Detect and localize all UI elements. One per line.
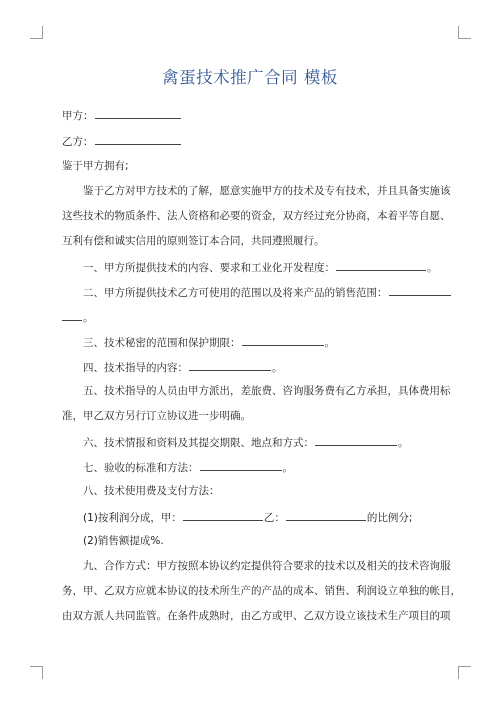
item2-line-cont: 。 <box>62 310 442 323</box>
corner-mark-top-right <box>458 26 471 39</box>
item8-1-blank-b[interactable] <box>286 510 366 521</box>
item2-blank-cont[interactable] <box>62 310 82 321</box>
whereas-line: 鉴于甲方拥有; <box>62 160 129 172</box>
party-b-blank[interactable] <box>95 134 181 145</box>
corner-mark-bottom-left <box>30 666 43 679</box>
item8-2-line: (2)销售额提成%. <box>83 535 164 547</box>
document-title: 禽蛋技术推广合同 模板 <box>162 68 338 87</box>
corner-mark-bottom-right <box>458 666 471 679</box>
para1-line1: 鉴于乙方对甲方技术的了解，愿意实施甲方的技术及专有技术，并且具备实施该 <box>83 185 451 197</box>
item6-blank[interactable] <box>315 435 397 446</box>
item9-line3: 由双方派人共同监管。在条件成熟时，由乙方或甲、乙双方设立该技术生产项目的项 <box>62 610 451 622</box>
item1-blank[interactable] <box>336 260 426 271</box>
para1-line3: 互利有偿和诚实信用的原则签订本合同，共同遵照履行。 <box>62 235 325 247</box>
item7-blank[interactable] <box>200 460 282 471</box>
item1-line: 一、甲方所提供技术的内容、要求和工业化开发程度： 。 <box>83 262 438 274</box>
item2-line: 二、甲方所提供技术乙方可使用的范围以及将来产品的销售范围： <box>62 285 442 298</box>
item2-blank[interactable] <box>389 285 451 296</box>
corner-mark-top-left <box>30 26 43 39</box>
party-b-line: 乙方： <box>62 134 442 147</box>
item8-1-blank-a[interactable] <box>183 510 263 521</box>
item5-line1: 五、技术指导的人员由甲方派出，差旅费、咨询服务费有乙方承担，具体费用标 <box>83 385 451 397</box>
party-a-blank[interactable] <box>95 108 181 119</box>
item5-line2: 准，甲乙双方另行订立协议进一步明确。 <box>62 410 251 422</box>
item9-line2: 务，甲、乙双方应就本协议的技术所生产的产品的成本、销售、利润设立单独的帐目， <box>62 585 461 597</box>
document-body <box>62 108 461 623</box>
party-a-line: 甲方： <box>62 108 442 121</box>
para1-line2: 这些技术的物质条件、法人资格和必要的资金，双方经过充分协商，本着平等自愿、 <box>62 210 451 222</box>
item6-line: 六、技术情报和资料及其提交期限、地点和方式： 。 <box>83 437 409 449</box>
item7-line: 七、验收的标准和方法： 。 <box>83 462 293 474</box>
item4-blank[interactable] <box>189 360 271 371</box>
item3-blank[interactable] <box>242 335 324 346</box>
item9-line1: 九、合作方式：甲方按照本协议约定提供符合要求的技术以及相关的技术咨询服 <box>83 560 451 572</box>
item4-line: 四、技术指导的内容： 。 <box>83 362 283 374</box>
item8-line: 八、技术使用费及支付方法： <box>83 485 220 497</box>
item8-1-line: (1)按利润分成，甲： 乙： 的比例分; <box>83 512 413 524</box>
item3-line: 三、技术秘密的范围和保护期限： 。 <box>83 337 335 349</box>
